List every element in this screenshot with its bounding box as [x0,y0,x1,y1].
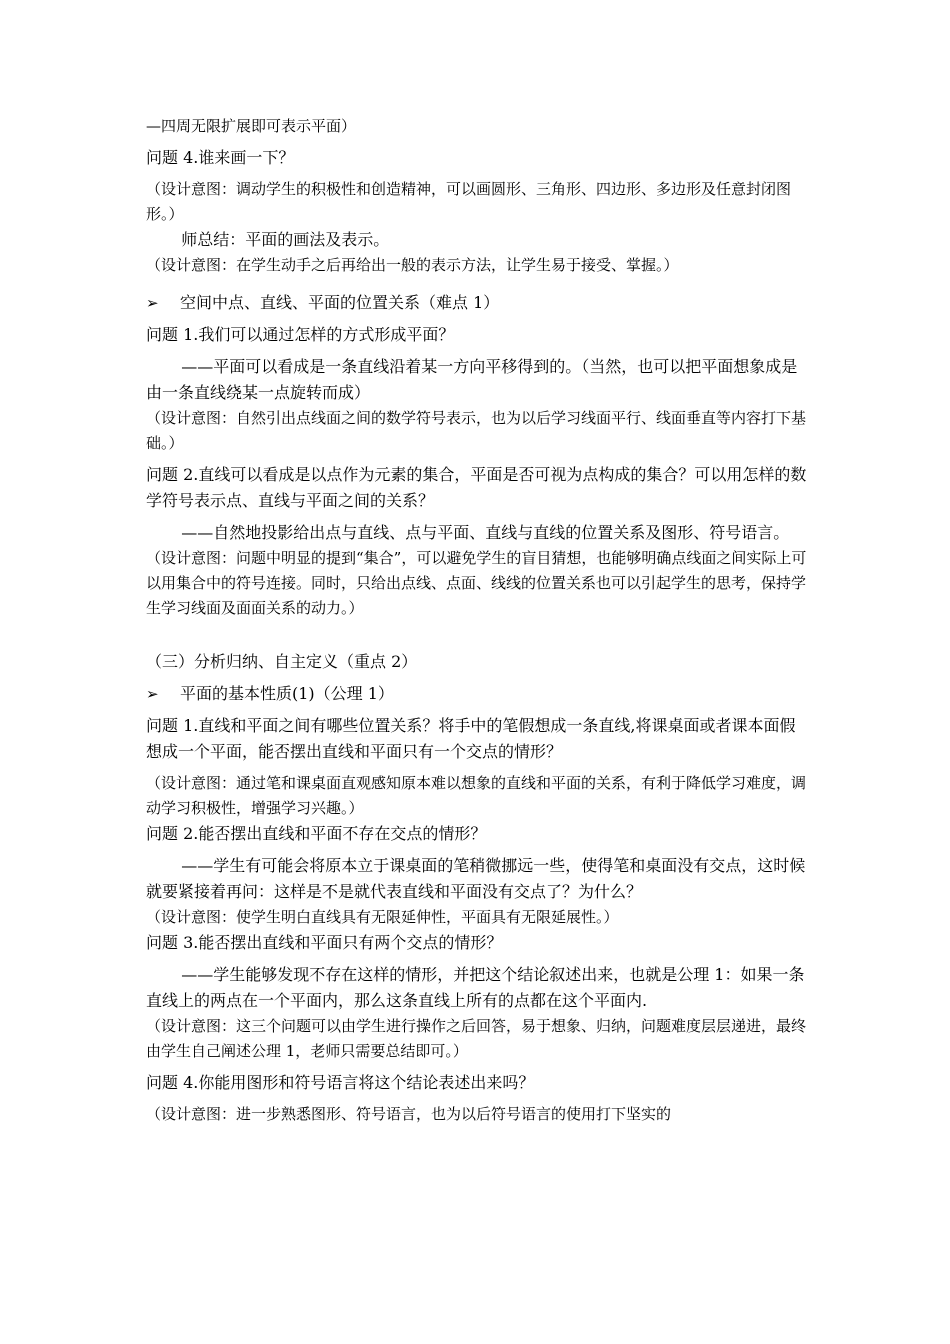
paragraph-3: 师总结：平面的画法及表示。 [181,230,390,249]
paragraph-20: ——学生能够发现不存在这样的情形，并把这个结论叙述出来，也就是公理 1：如果一条直线上的两点在一个平面内，那么这条直线上所有的点都在这个平面内. [146,965,805,1010]
paragraph-10: ——自然地投影给出点与直线、点与平面、直线与直线的位置关系及图形、符号语言。 [181,523,790,542]
paragraph-8: （设计意图：自然引出点线面之间的数学符号表示，也为以后学习线面平行、线面垂直等内容打下基础。） [146,409,807,452]
paragraph-9: 问题 2.直线可以看成是以点作为元素的集合，平面是否可视为点构成的集合？可以用怎样的数学符号表示点、直线与平面之间的关系？ [146,465,807,510]
paragraph-14: 问题 1.直线和平面之间有哪些位置关系？将手中的笔假想成一条直线,将课桌面或者课本面假想成一个平面，能否摆出直线和平面只有一个交点的情形？ [146,716,796,761]
paragraph-22: 问题 4.你能用图形和符号语言将这个结论表述出来吗？ [146,1073,535,1092]
document-page [146,114,811,1127]
paragraph-23: （设计意图：进一步熟悉图形、符号语言，也为以后符号语言的使用打下坚实的 [146,1105,672,1123]
paragraph-15: （设计意图：通过笔和课桌面直观感知原本难以想象的直线和平面的关系，有利于降低学习难度，调动学习积极性，增强学习兴趣。） [146,774,807,817]
paragraph-13: 平面的基本性质(1)（公理 1） [180,684,394,703]
paragraph-17: ——学生有可能会将原本立于课桌面的笔稍微挪远一些，使得笔和桌面没有交点，这时候就要紧接着再问：这样是不是就代表直线和平面没有交点了？为什么？ [146,856,806,901]
paragraph-7: ——平面可以看成是一条直线沿着某一方向平移得到的。（当然，也可以把平面想象成是由一条直线绕某一点旋转而成） [146,357,798,402]
paragraph-1: 问题 4.谁来画一下？ [146,148,295,167]
paragraph-19: 问题 3.能否摆出直线和平面只有两个交点的情形？ [146,933,503,952]
paragraph-18: （设计意图：使学生明白直线具有无限延伸性，平面具有无限延展性。） [146,908,619,926]
paragraph-5: 空间中点、直线、平面的位置关系（难点 1） [180,293,500,312]
arrow-bullet-icon: ➢ [146,685,159,703]
bullet-heading-1 [146,290,811,316]
paragraph-6: 问题 1.我们可以通过怎样的方式形成平面？ [146,325,455,344]
bullet-heading-2 [146,681,811,707]
arrow-bullet-icon: ➢ [146,294,159,312]
section-heading-3: （三）分析归纳、自主定义（重点 2） [146,652,418,671]
paragraph-0: —四周无限扩展即可表示平面） [146,117,357,135]
paragraph-21: （设计意图：这三个问题可以由学生进行操作之后回答，易于想象、归纳，问题难度层层递进，最终由学生自己阐述公理 1，老师只需要总结即可。） [146,1017,807,1060]
paragraph-4: （设计意图：在学生动手之后再给出一般的表示方法，让学生易于接受、掌握。） [146,256,679,274]
paragraph-2: （设计意图：调动学生的积极性和创造精神，可以画圆形、三角形、四边形、多边形及任意封闭图形。） [146,180,792,223]
paragraph-11: （设计意图：问题中明显的提到“集合”，可以避免学生的盲目猜想，也能够明确点线面之间实际上可以用集合中的符号连接。同时，只给出点线、点面、线线的位置关系也可以引起学生的思考，保持学生学习线面及面面关系的动力。） [146,549,807,617]
paragraph-16: 问题 2.能否摆出直线和平面不存在交点的情形？ [146,824,487,843]
